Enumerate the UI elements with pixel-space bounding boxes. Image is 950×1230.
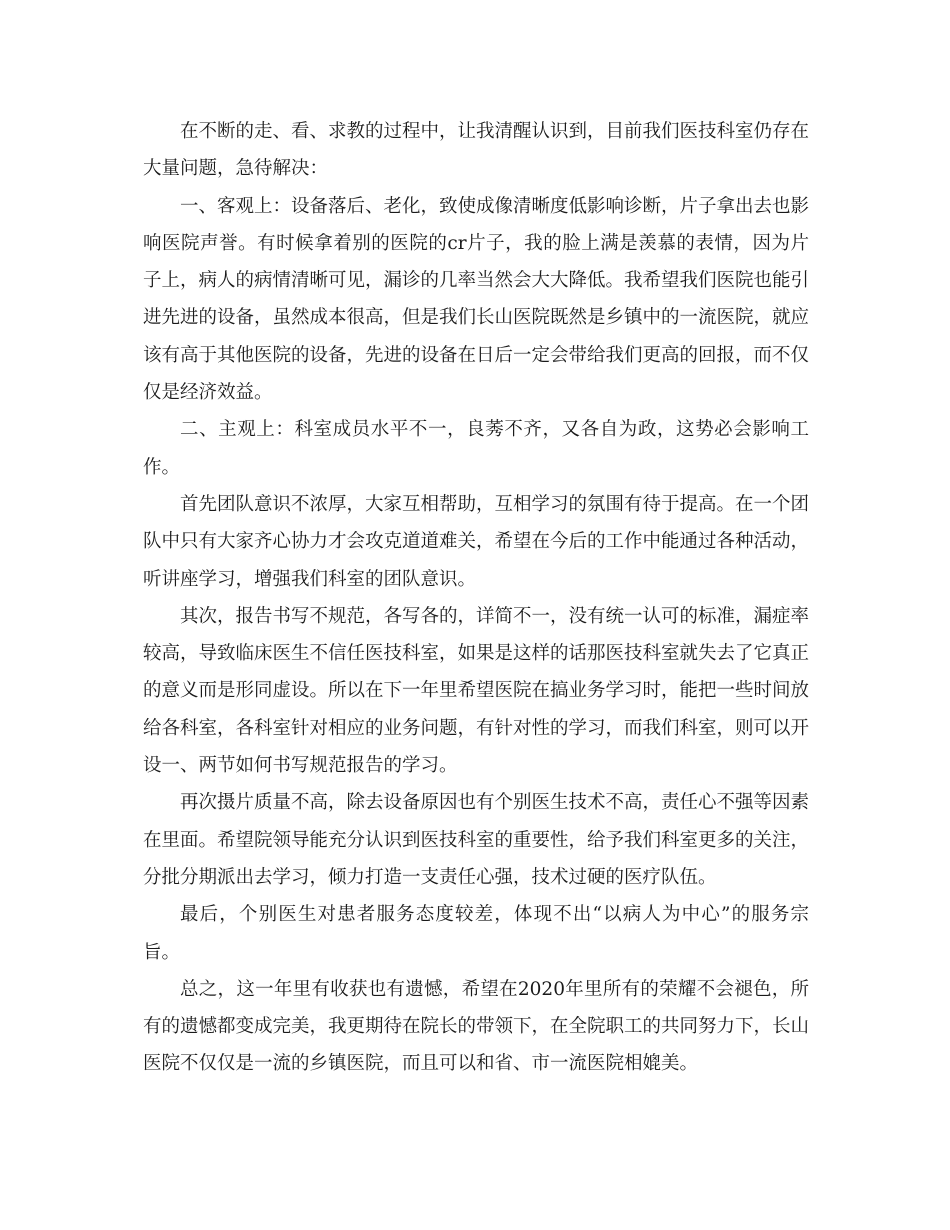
paragraph-team-awareness: 首先团队意识不浓厚，大家互相帮助，互相学习的氛围有待于提高。在一个团队中只有大家齐心协力才会攻克道道难关，希望在今后的工作中能通过各种活动，听讲座学习，增强我们科室的团队意识。 — [143, 493, 810, 590]
paragraph-image-quality: 再次摄片质量不高，除去设备原因也有个别医生技术不高，责任心不强等因素在里面。希望院领导能充分认识到医技科室的重要性，给予我们科室更多的关注，分批分期派出去学习，倾力打造一支责任心强，技术过硬的医疗队伍。 — [143, 792, 810, 888]
paragraph-service-attitude: 最后，个别医生对患者服务态度较差，体现不出“以病人为中心”的服务宗旨。 — [143, 904, 809, 963]
paragraph-conclusion: 总之，这一年里有收获也有遗憾，希望在2020年里所有的荣耀不会褪色，所有的遗憾都变成完美，我更期待在院长的带领下，在全院职工的共同努力下，长山医院不仅仅是一流的乡镇医院，而且可以和省、市一流医院相媲美。 — [143, 978, 810, 1075]
document-body — [143, 113, 809, 1083]
paragraph-objective-issues: 一、客观上：设备落后、老化，致使成像清晰度低影响诊断，片子拿出去也影响医院声誉。有时候拿着别的医院的cr片子，我的脸上满是羡慕的表情，因为片子上，病人的病情清晰可见，漏诊的几率当然会大大降低。我希望我们医院也能引进先进的设备，虽然成本很高，但是我们长山医院既然是乡镇中的一流医院，就应该有高于其他医院的设备，先进的设备在日后一定会带给我们更高的回报，而不仅仅是经济效益。 — [143, 195, 810, 404]
paragraph-subjective-issues: 二、主观上：科室成员水平不一，良莠不齐，又各自为政，这势必会影响工作。 — [143, 419, 809, 478]
paragraph-intro: 在不断的走、看、求教的过程中，让我清醒认识到，目前我们医技科室仍存在大量问题，急待解决： — [143, 121, 810, 180]
paragraph-report-writing: 其次，报告书写不规范，各写各的，详简不一，没有统一认可的标准，漏症率较高，导致临床医生不信任医技科室，如果是这样的话那医技科室就失去了它真正的意义而是形同虚设。所以在下一年里希望医院在搞业务学习时，能把一些时间放给各科室，各科室针对相应的业务问题，有针对性的学习，而我们科室，则可以开设一、两节如何书写规范报告的学习。 — [143, 605, 810, 777]
